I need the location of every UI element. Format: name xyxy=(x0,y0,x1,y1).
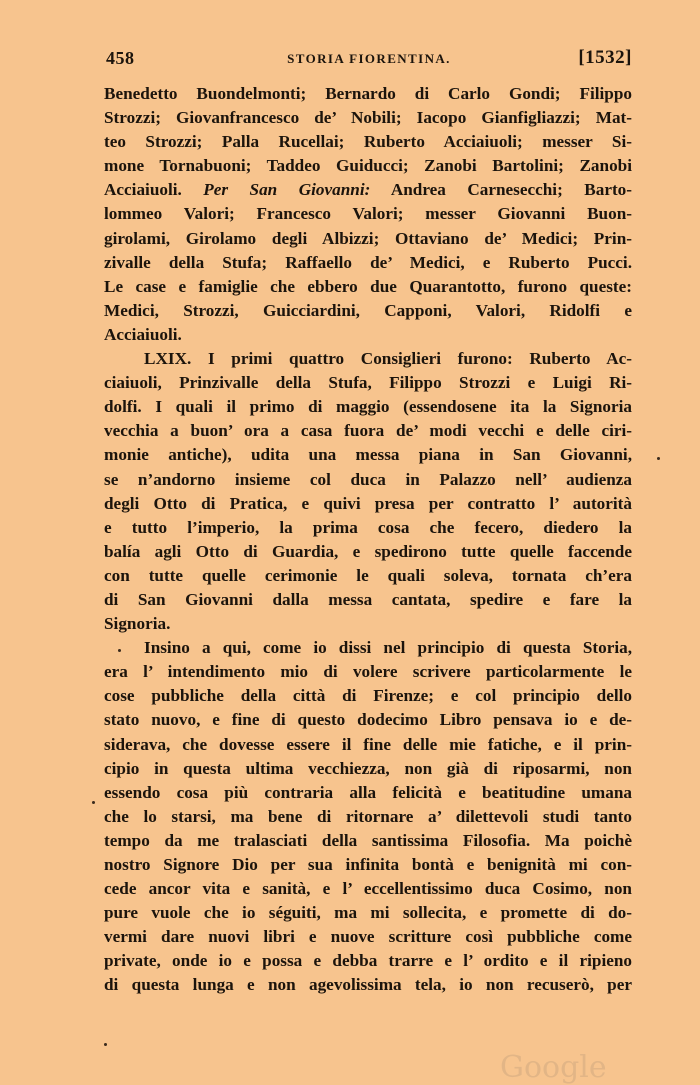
text-line: vecchia a buon’ ora a casa fuora de’ modi vecchi e delle ciri- xyxy=(104,421,632,441)
scan-watermark: Google xyxy=(500,1050,607,1085)
italic-phrase: Per San Giovanni: xyxy=(203,180,371,200)
text-line: Medici, Strozzi, Guicciardini, Capponi, Valori, Ridolfi e xyxy=(104,300,632,320)
text-line: monie antiche), udita una messa piana in San Giovanni, xyxy=(104,445,632,465)
margin-dot-mark xyxy=(118,649,121,652)
text-line: cede ancor vita e sanità, e l’ eccellentissimo duca Cosimo, non xyxy=(104,879,632,899)
body-text xyxy=(104,82,632,998)
text-line: essendo cosa più contraria alla felicità e beatitudine umana xyxy=(104,782,632,802)
margin-dot-mark xyxy=(657,457,660,460)
paragraph-start-line: Insino a qui, come io dissi nel principio di questa Storia, xyxy=(144,638,632,658)
section-heading-line: LXIX. I primi quattro Consiglieri furono: Ruberto Ac- xyxy=(144,349,632,369)
text-line: Signoria. xyxy=(104,614,171,634)
text-line: nostro Signore Dio per sua infinita bontà e benignità mi con- xyxy=(104,855,632,874)
text-line: lommeo Valori; Francesco Valori; messer Giovanni Buon- xyxy=(104,204,632,224)
page-header xyxy=(106,48,632,74)
text-line: se n’andorno insieme col duca in Palazzo nell’ audienza xyxy=(104,469,632,489)
text-line: era l’ intendimento mio di volere scrivere particolarmente le xyxy=(104,662,632,682)
text-line: pure vuole che io séguiti, ma mi sollecita, e promette di do- xyxy=(104,903,632,923)
text-line: di San Giovanni dalla messa cantata, spedire e fare la xyxy=(104,589,632,609)
text-line: stato nuovo, e fine di questo dodecimo Libro pensava io e de- xyxy=(104,710,632,730)
text-line: con tutte quelle cerimonie le quali soleva, tornata ch’era xyxy=(104,565,632,585)
text-line: cose pubbliche della città di Firenze; e col principio dello xyxy=(104,686,632,706)
text-line: siderava, che dovesse essere il fine delle mie fatiche, e il prin- xyxy=(104,734,632,754)
text-line: Strozzi; Giovanfrancesco de’ Nobili; Iacopo Gianfigliazzi; Mat- xyxy=(104,108,632,128)
text-line: Le case e famiglie che ebbero due Quarantotto, furono queste: xyxy=(104,276,632,296)
text-line: balía agli Otto di Guardia, e spedirono tutte quelle faccende xyxy=(104,541,632,561)
year-marker: [1532] xyxy=(578,47,632,68)
text-line: Acciaiuoli. Per San Giovanni: Andrea Carnesecchi; Barto- xyxy=(104,180,632,200)
margin-dot-mark xyxy=(104,1043,107,1046)
text-line: vermi dare nuovi libri e nuove scritture così pubbliche come xyxy=(104,927,632,947)
text-line: cipio in questa ultima vecchiezza, non già di riposarmi, non xyxy=(104,758,632,778)
text-line: private, onde io e possa e debba trarre e l’ ordito e il ripieno xyxy=(104,951,632,971)
margin-dot-mark xyxy=(92,801,95,804)
text-line: ciaiuoli, Prinzivalle della Stufa, Filippo Strozzi e Luigi Ri- xyxy=(104,373,632,393)
text-line: Benedetto Buondelmonti; Bernardo di Carlo Gondi; Filippo xyxy=(104,84,632,103)
text-line: mone Tornabuoni; Taddeo Guiducci; Zanobi Bartolini; Zanobi xyxy=(104,156,632,176)
text-line: teo Strozzi; Palla Rucellai; Ruberto Acciaiuoli; messer Si- xyxy=(104,132,632,152)
text-line: Acciaiuoli. xyxy=(104,324,182,344)
text-line: e tutto l’imperio, la prima cosa che fecero, diedero la xyxy=(104,517,632,537)
text-line: tempo da me tralasciati della santissima Filosofia. Ma poichè xyxy=(104,830,632,850)
page-number: 458 xyxy=(106,48,135,68)
text-line: che lo starsi, ma bene di ritornare a’ dilettevoli studi tanto xyxy=(104,806,632,826)
text-line: di questa lunga e non agevolissima tela, io non recuserò, per xyxy=(104,975,632,995)
text-line: dolfi. I quali il primo di maggio (essendosene ita la Signoria xyxy=(104,397,632,417)
text-line: zivalle della Stufa; Raffaello de’ Medici, e Ruberto Pucci. xyxy=(104,252,632,272)
running-title: STORIA FIORENTINA. xyxy=(287,51,451,66)
text-line: degli Otto di Pratica, e quivi presa per contratto l’ autorità xyxy=(104,493,632,513)
text-line: girolami, Girolamo degli Albizzi; Ottaviano de’ Medici; Prin- xyxy=(104,228,632,248)
